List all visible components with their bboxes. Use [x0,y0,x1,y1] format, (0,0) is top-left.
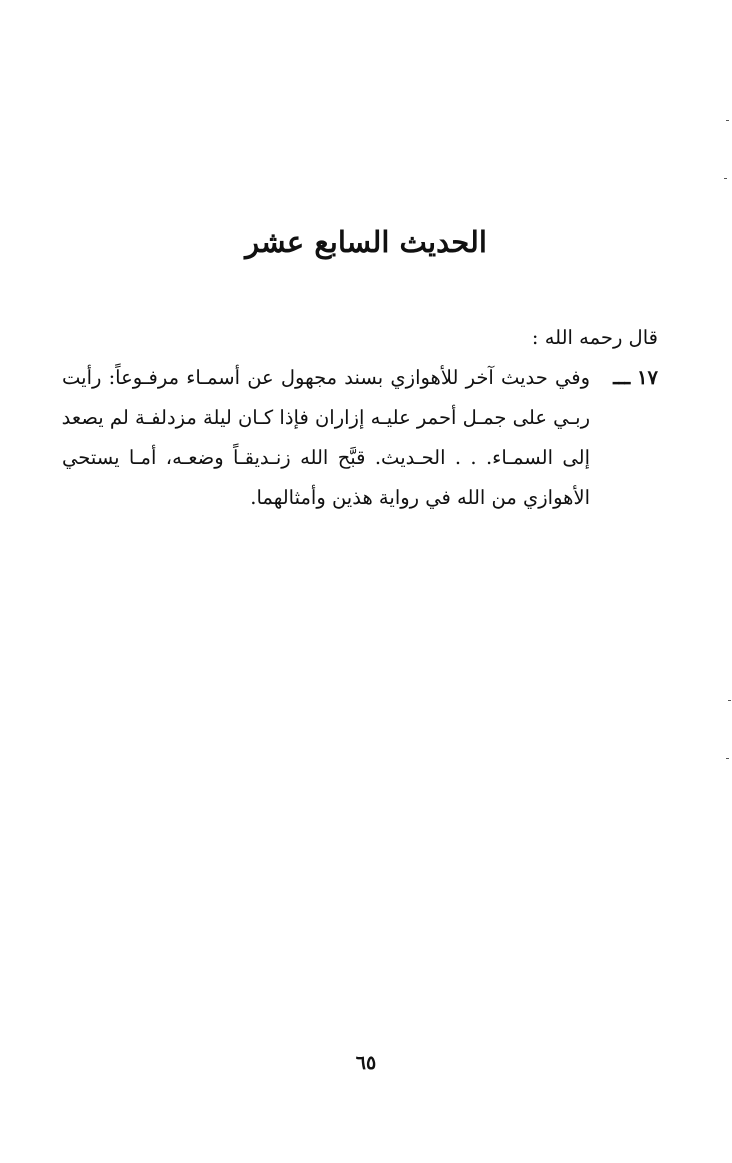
scan-mark [724,178,727,179]
page-number: ٦٥ [355,1052,377,1074]
hadith-line: الأهوازي من الله في رواية هذين وأمثالهما. [250,486,590,509]
hadith-entry [62,358,658,518]
scan-mark [726,758,729,759]
chapter-title: الحديث السابع عشر [245,225,487,259]
intro-line: قال رحمه الله : [531,326,658,349]
hadith-line: إلى السمـاء. . . الحـديث. قبَّح الله زنـديقـاً وضعـه، أمـا يستحي [62,446,590,469]
scan-mark [728,700,731,701]
hadith-line: ربـي على جمـل أحمر عليـه إزاران فإذا كـان ليلة مزدلفـة لم يصعد [61,406,590,429]
main-text [62,318,658,518]
scan-mark [726,120,729,121]
hadith-number: ١٧ ـــ [613,366,658,389]
hadith-line: وفي حديث آخر للأهوازي بسند مجهول عن أسمـاء مرفـوعاً: رأيت [62,366,590,389]
